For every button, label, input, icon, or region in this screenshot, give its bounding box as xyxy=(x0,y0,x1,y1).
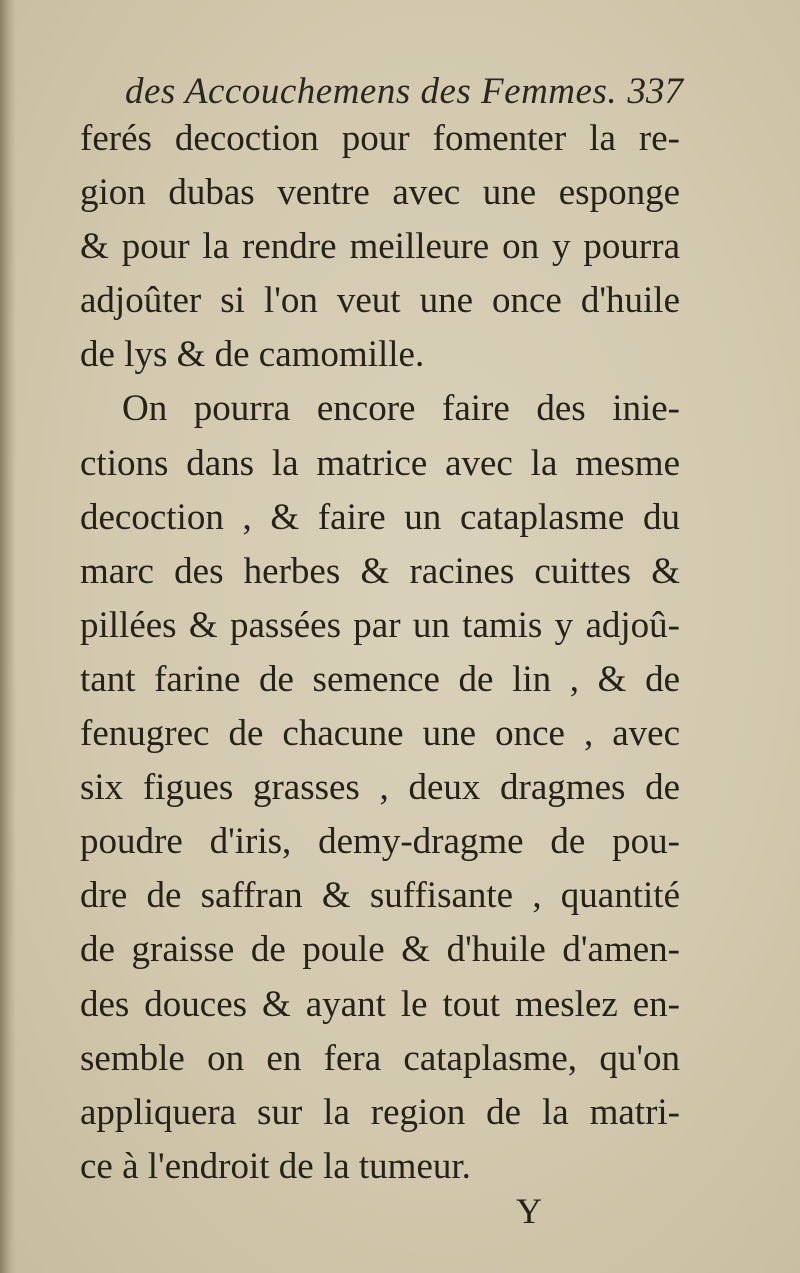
text-line: des douces & ayant le tout meslez en- xyxy=(80,983,680,1025)
text-line: fenugrec de chacune une once , avec xyxy=(80,713,680,755)
text-line: appliquera sur la region de la matri- xyxy=(80,1091,680,1133)
text-line: marc des herbes & racines cuittes & xyxy=(80,550,680,592)
text-line: ce à l'endroit de la tumeur. xyxy=(80,1145,471,1187)
text-line: dre de saffran & suffisante , quantité xyxy=(80,875,680,917)
text-line: semble on en fera cataplasme, qu'on xyxy=(80,1037,680,1079)
text-line: pillées & passées par un tamis y adjoû- xyxy=(80,604,680,646)
text-line: ferés decoction pour fomenter la re- xyxy=(80,118,680,159)
text-line: tant farine de semence de lin , & de xyxy=(80,658,680,700)
body-text xyxy=(80,112,680,1194)
running-header xyxy=(125,70,685,118)
page-gutter-shadow xyxy=(0,0,16,1273)
text-line: poudre d'iris, demy-dragme de pou- xyxy=(80,821,680,863)
page-number: 337 xyxy=(627,71,683,112)
text-line: ctions dans la matrice avec la mesme xyxy=(80,442,680,484)
signature-mark: Y xyxy=(516,1191,542,1231)
text-line: de lys & de camomille. xyxy=(80,334,425,376)
text-line: gion dubas ventre avec une esponge xyxy=(80,172,680,214)
text-line: On pourra encore faire des inie- xyxy=(122,388,680,430)
text-line: decoction , & faire un cataplasme du xyxy=(80,496,680,538)
running-title: des Accouchemens des Femmes. xyxy=(125,71,618,112)
text-line: de graisse de poule & d'huile d'amen- xyxy=(80,929,680,971)
text-line: six figues grasses , deux dragmes de xyxy=(80,767,680,809)
text-line: adjoûter si l'on veut une once d'huile xyxy=(80,280,680,322)
text-line: & pour la rendre meilleure on y pourra xyxy=(80,226,680,268)
